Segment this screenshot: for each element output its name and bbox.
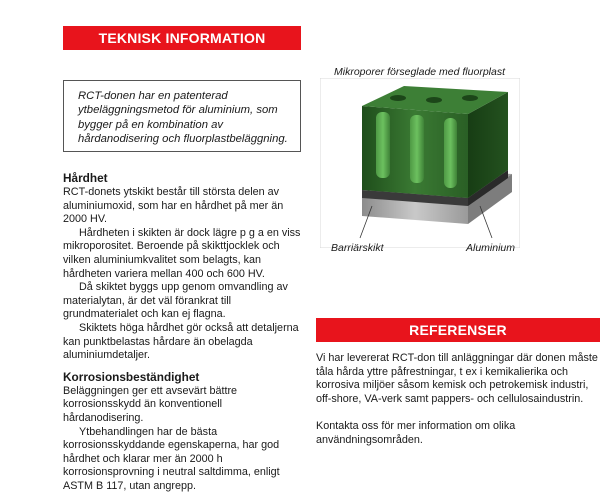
section-banner-technical: TEKNISK INFORMATION <box>63 26 301 50</box>
pore-opening <box>426 97 442 103</box>
corrosion-heading: Korrosionsbeständighet <box>63 370 301 385</box>
hardness-heading: Hårdhet <box>63 171 301 186</box>
corrosion-paragraph-1: Beläggningen ger ett avsevärt bättre korrosionsskydd än konventionell hårdanodisering. <box>63 385 301 426</box>
corrosion-paragraph-2: Ytbehandlingen har de bästa korrosionsskyddande egenskaperna, har god hårdhet och klarar mer än 2000 h korrosionsprovning i neutral saltdimma, enligt ASTM B 117, utan angrepp. <box>63 426 301 493</box>
left-column <box>63 171 301 493</box>
references-paragraph-2: Kontakta oss för mer information om olika användningsområden. <box>316 420 600 447</box>
micropore <box>410 115 424 183</box>
intro-text: RCT-donen har en patenterad ytbeläggningsmetod för aluminium, som bygger på en kombination av hårdanodisering och fluorplastbeläggning. <box>78 90 288 145</box>
aluminium-label: Aluminium <box>466 242 515 254</box>
intro-box <box>63 80 301 152</box>
pore-opening <box>390 95 406 101</box>
right-column <box>316 352 600 448</box>
barrier-label: Barriärskikt <box>331 242 384 254</box>
micropore <box>444 118 457 188</box>
micropore <box>376 112 390 178</box>
figure-caption: Mikroporer förseglade med fluorplast <box>334 66 505 78</box>
hardness-paragraph-3: Då skiktet byggs upp genom omvandling av materialytan, är det väl förankrat till grundmaterialet och kan ej flagna. <box>63 281 301 322</box>
coating-cross-section-illustration <box>320 78 520 248</box>
hardness-paragraph-4: Skiktets höga hårdhet gör också att detaljerna kan punktbelastas hårdare än obelagda aluminiumdetaljer. <box>63 322 301 363</box>
section-banner-references: REFERENSER <box>316 318 600 342</box>
hardness-paragraph-1: RCT-donets ytskikt består till största delen av aluminiumoxid, som har en hårdhet på mer än 2000 HV. <box>63 186 301 227</box>
hardness-paragraph-2: Hårdheten i skikten är dock lägre p g a en viss mikroporositet. Beroende på skikttjocklek och vilken aluminiumkvalitet som belagts, kan hårdheten variera mellan 400 och 600 HV. <box>63 227 301 281</box>
references-paragraph-1: Vi har levererat RCT-don till anläggningar där donen måste tåla hårda yttre påfrestningar, t ex i kemikalierika och korrosiva miljöer såsom kemisk och petrokemisk industri, off-shore, VA-verk samt pappers- och cellulosaindustrin. <box>316 352 600 406</box>
pore-opening <box>462 95 478 101</box>
